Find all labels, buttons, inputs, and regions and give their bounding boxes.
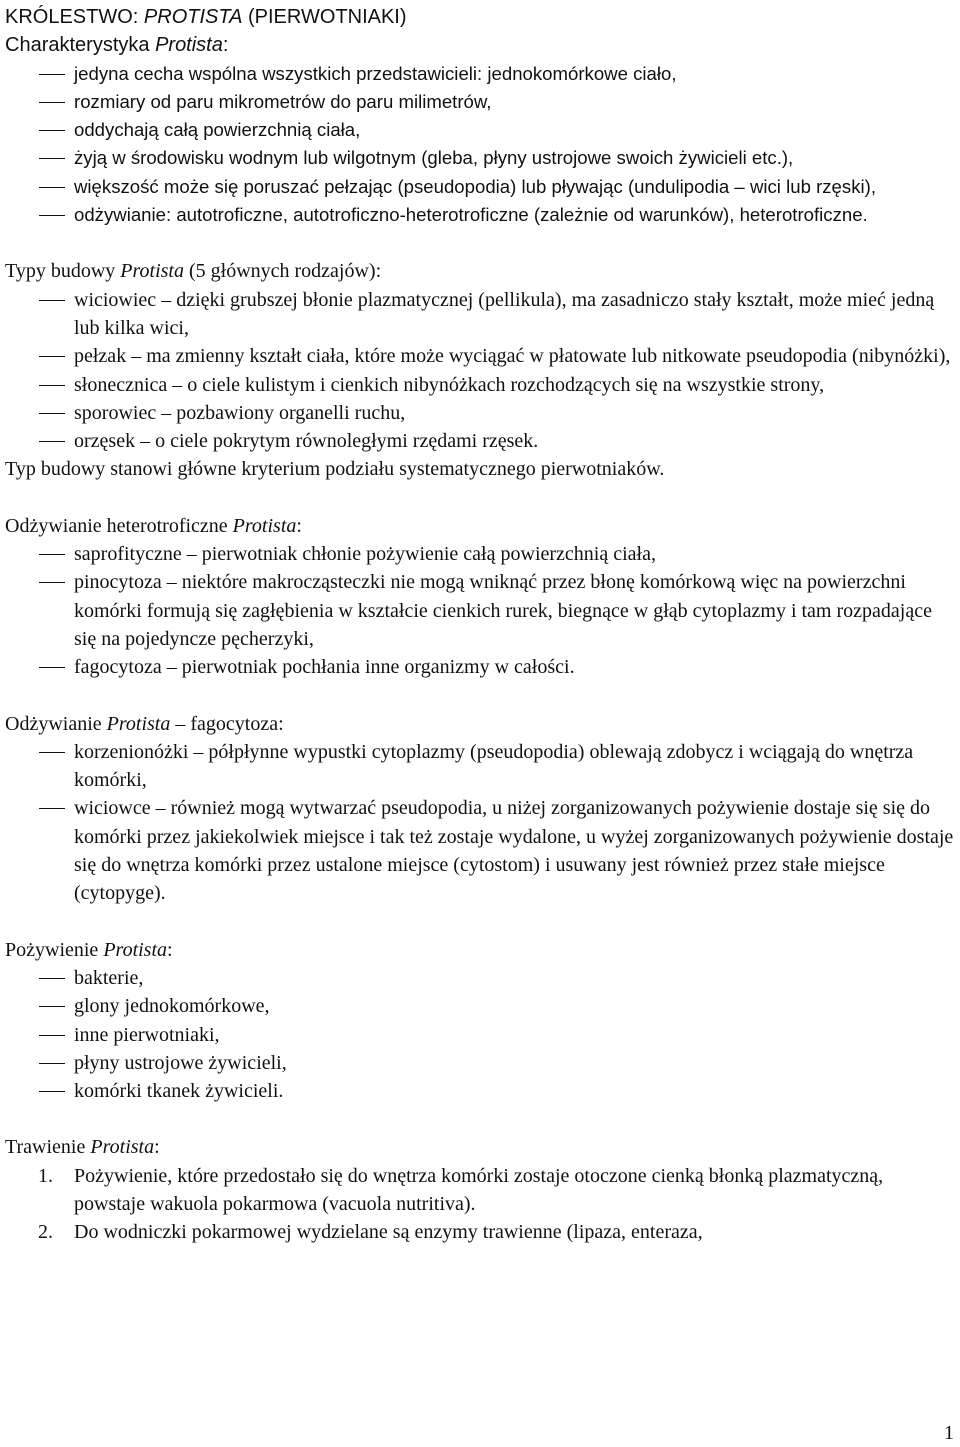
list-item: sporowiec – pozbawiony organelli ruchu,	[5, 399, 955, 427]
list-item: żyją w środowisku wodnym lub wilgotnym (gleba, płyny ustrojowe swoich żywicieli etc.),	[5, 144, 955, 172]
list-item: fagocytoza – pierwotniak pochłania inne organizmy w całości.	[5, 653, 955, 681]
heterotrophic-list	[5, 540, 955, 681]
section-phagocytosis	[5, 710, 955, 908]
list-item: pełzak – ma zmienny kształt ciała, które może wyciągać w płatowate lub nitkowate pseudopodia (nibynóżki),	[5, 342, 955, 370]
page-title: KRÓLESTWO: PROTISTA (PIERWOTNIAKI)	[5, 6, 407, 28]
list-item: wiciowce – również mogą wytwarzać pseudopodia, u niżej zorganizowanych pożywienie dostaje się się do komórki przez jakiekolwiek miejsce i tak też zostaje wydalone, u wyżej zorganizowanych pożywienie dostaje się do wnętrza komórki przez ustalone miejsce (cytostom) i usuwany jest również przez stałe miejsce (cytopyge).	[5, 794, 955, 907]
list-item: słonecznica – o ciele kulistym i cienkich nibynóżkach rozchodzących się na wszystkie strony,	[5, 371, 955, 399]
list-item: glony jednokomórkowe,	[5, 992, 955, 1020]
list-item: korzenionóżki – półpłynne wypustki cytoplazmy (pseudopodia) oblewają zdobycz i wciągają do wnętrza komórki,	[5, 738, 955, 795]
list-item: rozmiary od paru mikrometrów do paru milimetrów,	[5, 88, 955, 116]
food-list	[5, 964, 955, 1105]
list-item: komórki tkanek żywicieli.	[5, 1077, 955, 1105]
section-heading: Charakterystyka Protista:	[5, 34, 229, 57]
list-item: wiciowiec – dzięki grubszej błonie plazmatycznej (pellikula), ma zasadniczo stały kształt, może mieć jedną lub kilka wici,	[5, 286, 955, 343]
document-page	[5, 3, 955, 1247]
types-list	[5, 286, 955, 456]
list-item: saprofityczne – pierwotniak chłonie pożywienie całą powierzchnią ciała,	[5, 540, 955, 568]
list-item: płyny ustrojowe żywicieli,	[5, 1049, 955, 1077]
section-heading: Typy budowy Protista (5 głównych rodzajów):	[5, 260, 382, 283]
digestion-list	[5, 1162, 955, 1247]
section-heading: Pożywienie Protista:	[5, 938, 173, 961]
section-types	[5, 257, 955, 483]
list-item: pinocytoza – niektóre makrocząsteczki nie mogą wniknąć przez błonę komórkową więc na powierzchni komórki formują się zagłębienia w kształcie cienkich rurek, biegnące w głąb cytoplazmy i tam rozpadające się na pojedyncze pęcherzyki,	[5, 568, 955, 653]
list-item: jedyna cecha wspólna wszystkich przedstawicieli: jednokomórkowe ciało,	[5, 60, 955, 88]
characteristics-list	[5, 60, 955, 230]
item-number: 1.	[38, 1164, 53, 1187]
list-item: większość może się poruszać pełzając (pseudopodia) lub pływając (undulipodia – wici lub rzęski),	[5, 173, 955, 201]
section-characteristics	[5, 31, 955, 229]
section-heading: Odżywianie heterotroficzne Protista:	[5, 514, 302, 537]
page-number: 1	[944, 1422, 954, 1444]
types-note: Typ budowy stanowi główne kryterium podziału systematycznego pierwotniaków.	[5, 458, 665, 481]
list-item: odżywianie: autotroficzne, autotroficzno-heterotroficzne (zależnie od warunków), heterotroficzne.	[5, 201, 955, 229]
section-food	[5, 936, 955, 1106]
section-heterotrophic	[5, 512, 955, 682]
list-item: bakterie,	[5, 964, 955, 992]
list-item: 1. Pożywienie, które przedostało się do wnętrza komórki zostaje otoczone cienką błonką plazmatyczną, powstaje wakuola pokarmowa (vacuola nutritiva).	[5, 1162, 955, 1219]
section-heading: Trawienie Protista:	[5, 1136, 160, 1159]
list-item: 2. Do wodniczki pokarmowej wydzielane są enzymy trawienne (lipaza, enteraza,	[5, 1218, 955, 1246]
section-heading: Odżywianie Protista – fagocytoza:	[5, 712, 284, 735]
item-number: 2.	[38, 1221, 53, 1244]
list-item: inne pierwotniaki,	[5, 1021, 955, 1049]
phagocytosis-list	[5, 738, 955, 908]
list-item: orzęsek – o ciele pokrytym równoległymi rzędami rzęsek.	[5, 427, 955, 455]
list-item: oddychają całą powierzchnią ciała,	[5, 116, 955, 144]
section-digestion	[5, 1133, 955, 1246]
